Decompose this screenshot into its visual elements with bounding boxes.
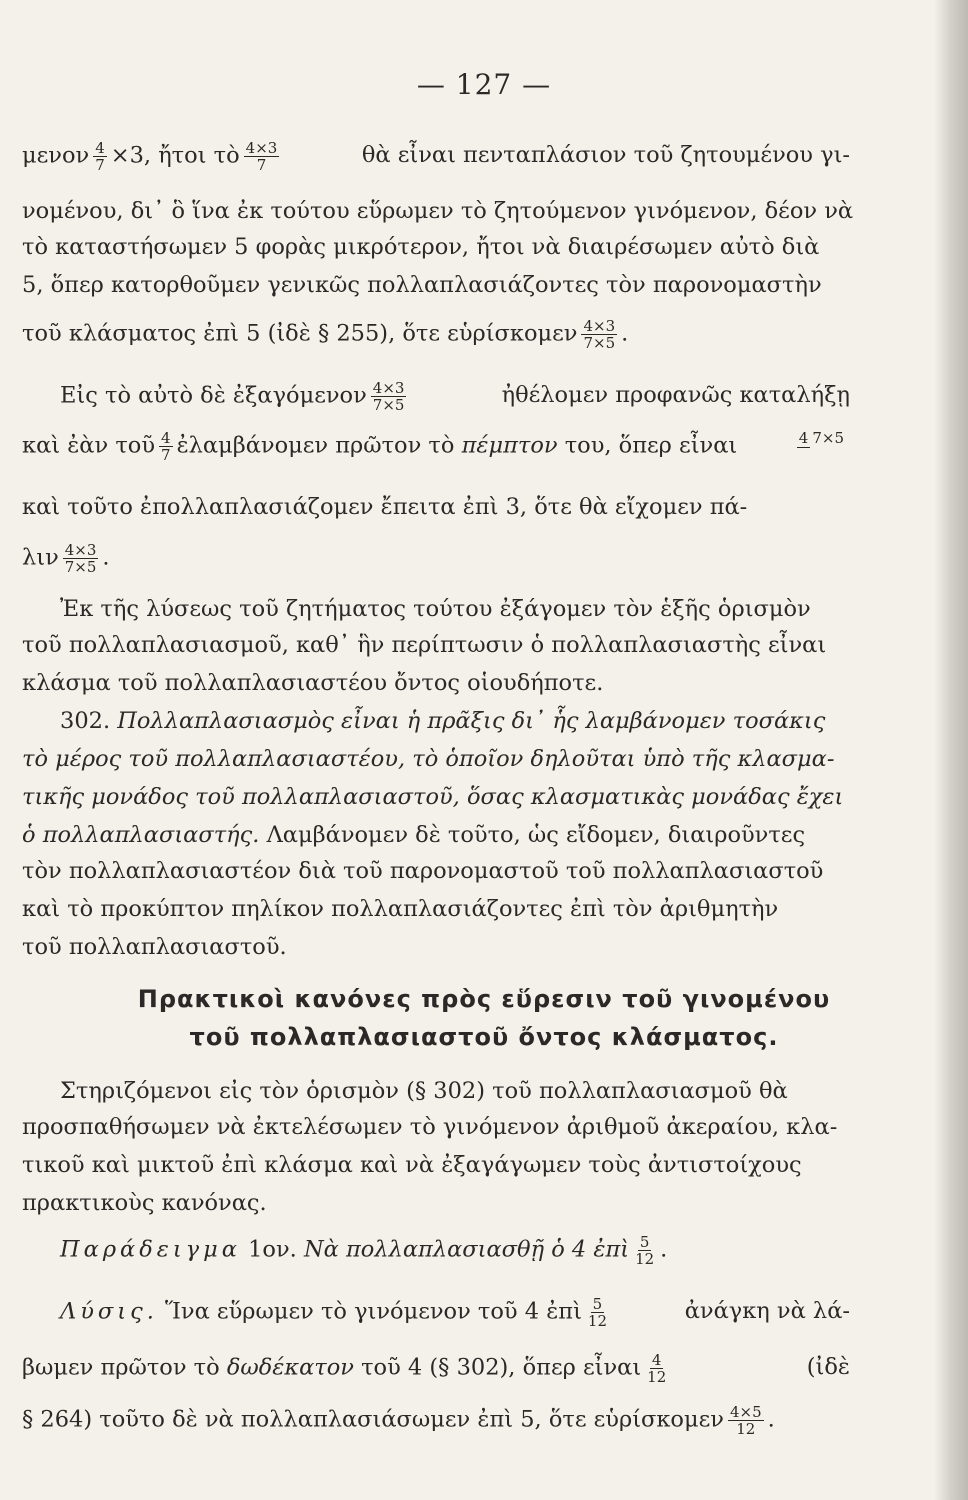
text-line: τὸ καταστήσωμεν 5 φορὰς μικρότερον, ἤτοι νὰ διαιρέσωμεν αὐτὸ διὰ — [22, 234, 820, 260]
fraction: 4 7×5 — [798, 429, 844, 447]
text-line: τικῆς μονάδος τοῦ πολλαπλασιαστοῦ, ὅσας κλασματικὰς μονάδας ἔχει — [22, 784, 844, 810]
text-line: τὸν πολλαπλασιαστέον διὰ τοῦ παρονομαστοῦ τοῦ πολλαπλασιαστοῦ — [22, 858, 824, 884]
fraction: $\frac{4}{12}$ — [647, 1351, 667, 1386]
fraction: $\frac{4\times 3}{7\times 5}$ — [64, 541, 97, 576]
text-line: Παράδειγμα 1ον. Νὰ πολλαπλασιασθῇ ὁ 4 ἐπὶ $\frac{5}{12}$ . — [60, 1233, 668, 1268]
text-line: τοῦ πολλαπλασιασμοῦ, καθ᾽ ἣν περίπτωσιν ὁ πολλαπλασιαστὴς εἶναι — [22, 632, 827, 658]
text-line: Λύσις. Ἵνα εὕρωμεν τὸ γινόμενον τοῦ 4 ἐπὶ $\frac{5}{12}$ ἀνάγκη νὰ λά- — [60, 1295, 850, 1330]
text-line: 302. Πολλαπλασιασμὸς εἶναι ἡ πρᾶξις δι᾽ ἧς λαμβάνομεν τοσάκις — [60, 708, 826, 734]
text-line: πρακτικοὺς κανόνας. — [22, 1190, 267, 1216]
section-heading: τοῦ πολλαπλασιαστοῦ ὄντος κλάσματος. — [189, 1023, 779, 1051]
text-line: βωμεν πρῶτον τὸ δωδέκατον τοῦ 4 (§ 302), ὅπερ εἶναι $\frac{4}{12}$ (ἰδὲ — [22, 1351, 850, 1386]
text-line: κλάσμα τοῦ πολλαπλασιαστέου ὄντος οἱουδήποτε. — [22, 670, 604, 696]
section-heading: Πρακτικοὶ κανόνες πρὸς εὕρεσιν τοῦ γινομένου — [137, 985, 831, 1013]
text-line: νομένου, δι᾽ ὃ ἵνα ἐκ τούτου εὕρωμεν τὸ ζητούμενον γινόμενον, δέον νὰ — [22, 198, 854, 224]
text-line: ὁ πολλαπλασιαστής. Λαμβάνομεν δὲ τοῦτο, ὡς εἴδομεν, διαιροῦντες — [22, 822, 806, 848]
fraction: $\frac{4}{7}$ — [161, 429, 171, 464]
text-line: § 264) τοῦτο δὲ νὰ πολλαπλασιάσωμεν ἐπὶ 5, ὅτε εὑρίσκομεν $\frac{4\times 5}{12}$ . — [22, 1403, 775, 1438]
fraction: $\frac{5}{12}$ — [635, 1233, 655, 1268]
text-line: 5, ὅπερ κατορθοῦμεν γενικῶς πολλαπλασιάζοντες τὸν παρονομαστὴν — [22, 272, 822, 298]
fraction: $\frac{4\times 3}{7\times 5}$ — [372, 379, 405, 414]
text-line: Ἐκ τῆς λύσεως τοῦ ζητήματος τούτου ἐξάγομεν τὸν ἑξῆς ὁρισμὸν — [60, 596, 811, 622]
text-line: προσπαθήσωμεν νὰ ἐκτελέσωμεν τὸ γινόμενον ἀριθμοῦ ἀκεραίου, κλα- — [22, 1114, 838, 1140]
text-line: τοῦ πολλαπλασιαστοῦ. — [22, 934, 287, 960]
fraction: $\frac{4\times 3}{7\times 5}$ — [583, 317, 616, 352]
fraction: $\frac{4\times 5}{12}$ — [729, 1403, 762, 1438]
text-line: Εἰς τὸ αὐτὸ δὲ ἐξαγόμενον $\frac{4\times 3}{7\times 5}$ ἠθέλομεν προφανῶς καταλήξῃ — [60, 379, 850, 414]
text-line: τοῦ κλάσματος ἐπὶ 5 (ἰδὲ § 255), ὅτε εὑρίσκομεν $\frac{4\times 3}{7\times 5}$ . — [22, 317, 629, 352]
text-line: καὶ ἐὰν τοῦ $\frac{4}{7}$ ἐλαμβάνομεν πρῶτον τὸ πέμπτον του, ὅπερ εἶναι 4 7×5 — [22, 429, 844, 464]
text-line: τὸ μέρος τοῦ πολλαπλασιαστέου, τὸ ὁποῖον δηλοῦται ὑπὸ τῆς κλασμα- — [22, 746, 835, 772]
text-line: μενον $\frac{4}{7}$ ×3, ἤτοι τὸ $\frac{4\times 3}{7}$ θὰ εἶναι πενταπλάσιον τοῦ ζητουμένου γι- — [22, 139, 850, 174]
fraction: $\frac{4}{7}$ — [95, 139, 105, 174]
text-line: καὶ τὸ προκύπτον πηλίκον πολλαπλασιάζοντες ἐπὶ τὸν ἀριθμητὴν — [22, 896, 779, 922]
fraction: $\frac{4\times 3}{7}$ — [245, 139, 278, 174]
page-edge-shadow — [934, 0, 968, 1500]
text-line: Στηριζόμενοι εἰς τὸν ὁρισμὸν (§ 302) τοῦ πολλαπλασιασμοῦ θὰ — [60, 1078, 788, 1104]
fraction: $\frac{5}{12}$ — [587, 1295, 607, 1330]
text-line: τικοῦ καὶ μικτοῦ ἐπὶ κλάσμα καὶ νὰ ἐξαγάγωμεν τοὺς ἀντιστοίχους — [22, 1152, 802, 1178]
page-number: — 127 — — [416, 68, 552, 101]
text-line: καὶ τοῦτο ἐπολλαπλασιάζομεν ἔπειτα ἐπὶ 3, ὅτε θὰ εἴχομεν πά- — [22, 494, 748, 520]
text-line: λιν $\frac{4\times 3}{7\times 5}$ . — [22, 541, 110, 576]
